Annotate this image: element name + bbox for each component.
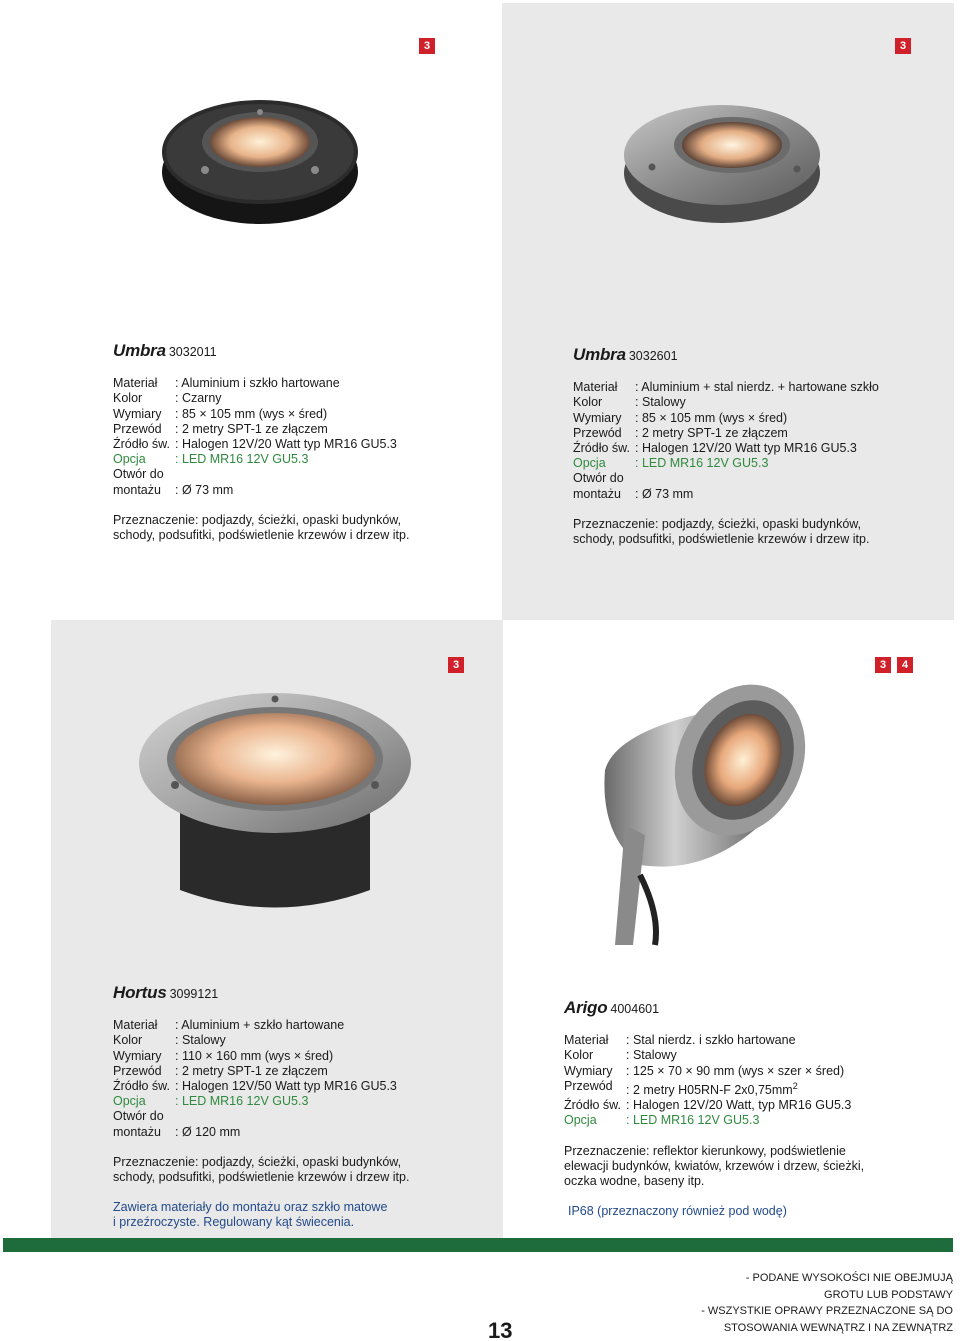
umbra-steel-photo	[612, 85, 832, 235]
spec-color	[564, 1048, 864, 1063]
spec-value: : Stalowy	[626, 1048, 677, 1063]
product-arigo-4004601	[564, 1000, 864, 1219]
product-name: Umbra	[113, 341, 166, 360]
purpose-line: Przeznaczenie: podjazdy, ścieżki, opaski budynków,	[113, 512, 402, 527]
product-title	[113, 985, 409, 1002]
product-name: Arigo	[564, 998, 608, 1017]
spec-label: Przewód	[564, 1078, 613, 1093]
product-purpose	[113, 513, 409, 543]
spec-label: Źródło św.	[573, 441, 630, 456]
spec-hole	[573, 487, 879, 502]
spec-label: Przewód	[573, 425, 622, 440]
spec-value: : Aluminium + stal nierdz. + hartowane szkło	[635, 380, 879, 395]
product-title	[113, 343, 409, 360]
spec-label: Przewód	[113, 421, 162, 436]
spec-hole-label	[573, 471, 879, 486]
note-line: Zawiera materiały do montażu oraz szkło matowe	[113, 1200, 388, 1215]
spec-value: : Stalowy	[175, 1033, 226, 1048]
spec-material	[573, 380, 879, 395]
footer-line: - WSZYSTKIE OPRAWY PRZEZNACZONE SĄ DO	[701, 1305, 953, 1317]
spec-label: montażu	[113, 482, 161, 497]
spec-label: Wymiary	[113, 1048, 162, 1063]
spec-source	[564, 1098, 864, 1113]
spec-cable	[113, 422, 409, 437]
spec-label: Materiał	[573, 380, 618, 395]
spec-value: : LED MR16 12V GU5.3	[175, 452, 309, 467]
spec-label: Opcja	[573, 456, 606, 471]
spec-value	[626, 1079, 798, 1098]
spec-cable	[113, 1064, 409, 1079]
spec-value: : Ø 73 mm	[635, 486, 694, 501]
footer-bar	[3, 1238, 953, 1252]
spec-option	[564, 1113, 864, 1128]
spec-label: Źródło św.	[113, 437, 170, 452]
ip-rating: IP68 (przeznaczony również pod wodę)	[568, 1204, 787, 1219]
product-code: 3032601	[628, 349, 678, 363]
spec-label: Kolor	[564, 1048, 594, 1063]
spec-value: : 125 × 70 × 90 mm (wys × szer × śred)	[626, 1063, 845, 1078]
category-badge: 3	[419, 38, 435, 54]
spec-label: Otwór do	[113, 1109, 164, 1124]
spec-material	[113, 1018, 409, 1033]
spec-value: : Halogen 12V/20 Watt, typ MR16 GU5.3	[626, 1098, 852, 1113]
spec-label: montażu	[113, 1124, 161, 1139]
spec-label: Opcja	[564, 1113, 597, 1128]
spec-label: Wymiary	[113, 406, 162, 421]
purpose-line: Przeznaczenie: podjazdy, ścieżki, opaski budynków,	[113, 1154, 402, 1169]
spec-source	[113, 1079, 409, 1094]
category-badge: 3	[895, 38, 911, 54]
spec-value: : Ø 73 mm	[175, 482, 234, 497]
spec-hole	[113, 483, 409, 498]
spec-option	[113, 452, 409, 467]
spec-label: Kolor	[573, 395, 603, 410]
spec-cable	[564, 1079, 864, 1098]
spec-label: montażu	[573, 486, 621, 501]
spec-value: : Ø 120 mm	[175, 1124, 241, 1139]
spec-color	[113, 1033, 409, 1048]
purpose-line: elewacji budynków, kwiatów, krzewów i drzew, ścieżki,	[564, 1158, 865, 1173]
footer-line: STOSOWANIA WEWNĄTRZ I NA ZEWNĄTRZ	[723, 1321, 953, 1334]
spec-value: : 2 metry SPT-1 ze złączem	[175, 1063, 328, 1078]
product-umbra-3032601	[573, 347, 879, 547]
note-line: i przeźroczyste. Regulowany kąt świecenia.	[113, 1215, 355, 1230]
hortus-photo	[135, 685, 415, 915]
spec-material	[564, 1033, 864, 1048]
spec-dimensions	[573, 411, 879, 426]
arigo-photo	[585, 675, 825, 955]
spec-hole-label	[113, 1109, 409, 1124]
spec-value: : 85 × 105 mm (wys × śred)	[635, 410, 788, 425]
spec-label: Otwór do	[113, 467, 164, 482]
footer-line: GROTU LUB PODSTAWY	[824, 1288, 953, 1301]
spec-label: Źródło św.	[564, 1098, 621, 1113]
spec-hole-label	[113, 467, 409, 482]
category-badge: 3	[448, 657, 464, 673]
page-number: 13	[488, 1318, 513, 1341]
product-code: 3032011	[168, 345, 217, 359]
spec-label: Źródło św.	[113, 1079, 170, 1094]
spec-dimensions	[564, 1064, 864, 1079]
purpose-line: Przeznaczenie: podjazdy, ścieżki, opaski budynków,	[573, 516, 862, 531]
product-purpose	[113, 1155, 409, 1185]
spec-label: Opcja	[113, 1094, 146, 1109]
product-purpose	[564, 1144, 864, 1190]
spec-value: : LED MR16 12V GU5.3	[635, 456, 769, 471]
product-code: 3099121	[169, 987, 219, 1001]
spec-value: : Halogen 12V/50 Watt typ MR16 GU5.3	[175, 1079, 397, 1094]
footer-note	[701, 1270, 953, 1336]
product-note	[113, 1200, 409, 1230]
spec-label: Materiał	[113, 376, 158, 391]
spec-dimensions	[113, 407, 409, 422]
product-purpose	[573, 517, 879, 547]
spec-value: : 85 × 105 mm (wys × śred)	[175, 406, 328, 421]
spec-value: : Stalowy	[635, 395, 686, 410]
spec-option	[573, 456, 879, 471]
spec-color	[573, 395, 879, 410]
spec-value: : Halogen 12V/20 Watt typ MR16 GU5.3	[175, 437, 397, 452]
spec-label: Otwór do	[573, 471, 624, 486]
product-hortus-3099121	[113, 985, 409, 1231]
spec-value: : Aluminium + szkło hartowane	[175, 1018, 345, 1033]
cable-text: : 2 metry H05RN-F 2x0,75mm	[626, 1082, 793, 1097]
purpose-line: schody, podsufitki, podświetlenie krzewów i drzew itp.	[113, 528, 410, 543]
product-umbra-3032011	[113, 343, 409, 543]
spec-material	[113, 376, 409, 391]
footer-line: - PODANE WYSOKOŚCI NIE OBEJMUJĄ	[745, 1272, 953, 1284]
spec-value: : 110 × 160 mm (wys × śred)	[175, 1048, 334, 1063]
spec-value: : 2 metry SPT-1 ze złączem	[635, 425, 788, 440]
product-title	[573, 347, 879, 364]
category-badge: 4	[897, 657, 913, 673]
spec-value: : Czarny	[175, 391, 222, 406]
spec-label: Kolor	[113, 391, 143, 406]
spec-source	[113, 437, 409, 452]
purpose-line: schody, podsufitki, podświetlenie krzewów i drzew itp.	[573, 532, 870, 547]
umbra-black-photo	[150, 80, 370, 240]
spec-label: Materiał	[113, 1018, 158, 1033]
cable-superscript: 2	[792, 1080, 798, 1091]
purpose-line: Przeznaczenie: reflektor kierunkowy, podświetlenie	[564, 1143, 846, 1158]
spec-dimensions	[113, 1049, 409, 1064]
spec-value: : Aluminium i szkło hartowane	[175, 376, 340, 391]
spec-value: : 2 metry SPT-1 ze złączem	[175, 421, 328, 436]
spec-hole	[113, 1125, 409, 1140]
spec-label: Opcja	[113, 452, 146, 467]
spec-color	[113, 391, 409, 406]
spec-option	[113, 1094, 409, 1109]
purpose-line: schody, podsufitki, podświetlenie krzewów i drzew itp.	[113, 1170, 410, 1185]
spec-label: Wymiary	[564, 1063, 613, 1078]
spec-value: : LED MR16 12V GU5.3	[175, 1094, 309, 1109]
spec-value: : LED MR16 12V GU5.3	[626, 1113, 760, 1128]
spec-label: Kolor	[113, 1033, 143, 1048]
spec-value: : Stal nierdz. i szkło hartowane	[626, 1033, 796, 1048]
product-name: Hortus	[113, 983, 167, 1002]
product-code: 4004601	[610, 1002, 660, 1016]
spec-cable	[573, 426, 879, 441]
category-badge: 3	[875, 657, 891, 673]
spec-label: Przewód	[113, 1063, 162, 1078]
spec-value: : Halogen 12V/20 Watt typ MR16 GU5.3	[635, 441, 857, 456]
product-title	[564, 1000, 864, 1017]
spec-label: Materiał	[564, 1033, 609, 1048]
spec-source	[573, 441, 879, 456]
product-name: Umbra	[573, 345, 626, 364]
purpose-line: oczka wodne, baseny itp.	[564, 1173, 705, 1188]
spec-label: Wymiary	[573, 410, 622, 425]
